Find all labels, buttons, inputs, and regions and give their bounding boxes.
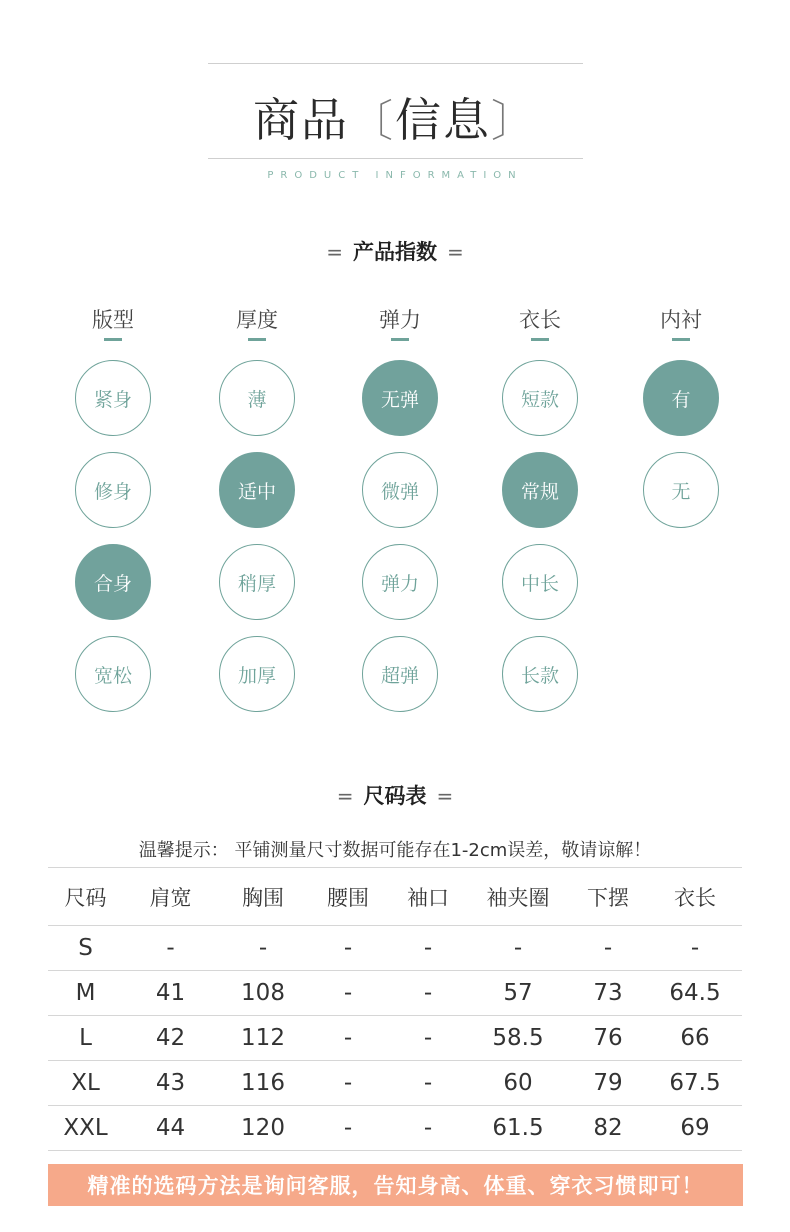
size-cell: 44 <box>123 1106 218 1151</box>
table-row <box>48 1061 742 1106</box>
size-cell: 108 <box>218 971 308 1016</box>
index-option: 弹力 <box>362 544 438 620</box>
size-cell: 67.5 <box>648 1061 742 1106</box>
index-column-label: 厚度 <box>236 308 278 332</box>
size-cell: - <box>308 1016 388 1061</box>
size-header-cell: 下摆 <box>568 868 648 926</box>
size-cell: - <box>308 971 388 1016</box>
size-cell: - <box>388 1106 468 1151</box>
size-cell: - <box>308 926 388 971</box>
eq-right: = <box>447 240 464 264</box>
size-cell: 66 <box>648 1016 742 1061</box>
index-option-selected: 有 <box>643 360 719 436</box>
eq-left: = <box>336 784 354 808</box>
size-cell: - <box>123 926 218 971</box>
size-cell: - <box>648 926 742 971</box>
size-cell: M <box>48 971 123 1016</box>
size-cell: 64.5 <box>648 971 742 1016</box>
size-cell: 58.5 <box>468 1016 568 1061</box>
index-column-underline <box>391 338 409 341</box>
page-title <box>0 84 790 150</box>
size-cell: 60 <box>468 1061 568 1106</box>
size-header-cell: 胸围 <box>218 868 308 926</box>
index-column-label: 内衬 <box>660 308 702 332</box>
size-cell: L <box>48 1016 123 1061</box>
bracket-right: 〕 <box>491 96 537 147</box>
size-table-header <box>48 868 742 926</box>
size-cell: - <box>308 1106 388 1151</box>
size-section-title <box>0 780 790 810</box>
size-cell: 42 <box>123 1016 218 1061</box>
size-cell: 69 <box>648 1106 742 1151</box>
size-cell: 82 <box>568 1106 648 1151</box>
table-row <box>48 1106 742 1151</box>
size-cell: 112 <box>218 1016 308 1061</box>
size-cell: - <box>388 1016 468 1061</box>
size-cell: 61.5 <box>468 1106 568 1151</box>
size-cell: 116 <box>218 1061 308 1106</box>
size-cell: XL <box>48 1061 123 1106</box>
size-cell: 57 <box>468 971 568 1016</box>
size-cell: 43 <box>123 1061 218 1106</box>
size-cell: - <box>468 926 568 971</box>
size-cell: 41 <box>123 971 218 1016</box>
table-row <box>48 1016 742 1061</box>
index-option: 长款 <box>502 636 578 712</box>
title-part-a: 商品 <box>253 93 349 147</box>
index-option: 短款 <box>502 360 578 436</box>
size-table <box>48 867 742 1151</box>
index-option: 宽松 <box>75 636 151 712</box>
index-option: 超弹 <box>362 636 438 712</box>
index-option: 加厚 <box>219 636 295 712</box>
header-top-rule <box>208 63 583 64</box>
size-cell: - <box>388 971 468 1016</box>
size-header-cell: 肩宽 <box>123 868 218 926</box>
eq-left: = <box>326 240 343 264</box>
size-cell: XXL <box>48 1106 123 1151</box>
size-header-cell: 衣长 <box>648 868 742 926</box>
bracket-left: 〔 <box>349 96 395 147</box>
size-cell: 76 <box>568 1016 648 1061</box>
index-title-text: 产品指数 <box>353 240 437 264</box>
size-advice-banner: 精准的选码方法是询问客服，告知身高、体重、穿衣习惯即可！ <box>48 1164 743 1206</box>
size-header-cell: 袖夹圈 <box>468 868 568 926</box>
size-cell: 79 <box>568 1061 648 1106</box>
page-subtitle: PRODUCT INFORMATION <box>267 170 523 181</box>
index-option: 微弹 <box>362 452 438 528</box>
header-bottom-rule <box>208 158 583 159</box>
size-cell: - <box>308 1061 388 1106</box>
index-option: 稍厚 <box>219 544 295 620</box>
index-option-selected: 合身 <box>75 544 151 620</box>
index-option: 无 <box>643 452 719 528</box>
index-column-label: 弹力 <box>379 308 421 332</box>
table-row <box>48 926 742 971</box>
index-option-selected: 适中 <box>219 452 295 528</box>
index-column-label: 版型 <box>92 308 134 332</box>
size-cell: - <box>388 1061 468 1106</box>
size-cell: 73 <box>568 971 648 1016</box>
index-column-underline <box>672 338 690 341</box>
index-column-label: 衣长 <box>519 308 561 332</box>
eq-right: = <box>436 784 454 808</box>
index-option: 紧身 <box>75 360 151 436</box>
size-cell: 120 <box>218 1106 308 1151</box>
size-header-cell: 尺码 <box>48 868 123 926</box>
index-option-selected: 常规 <box>502 452 578 528</box>
index-column-underline <box>104 338 122 341</box>
size-cell: S <box>48 926 123 971</box>
size-title-text: 尺码表 <box>363 784 427 808</box>
title-part-b: 信息 <box>395 93 491 147</box>
index-option-selected: 无弹 <box>362 360 438 436</box>
index-column-underline <box>248 338 266 341</box>
index-section-title <box>0 236 790 266</box>
size-header-cell: 腰围 <box>308 868 388 926</box>
size-header-cell: 袖口 <box>388 868 468 926</box>
size-cell: - <box>568 926 648 971</box>
size-cell: - <box>388 926 468 971</box>
size-cell: - <box>218 926 308 971</box>
index-option: 薄 <box>219 360 295 436</box>
table-row <box>48 971 742 1016</box>
index-option: 修身 <box>75 452 151 528</box>
measurement-note: 温馨提示： 平铺测量尺寸数据可能存在1-2cm误差，敬请谅解！ <box>138 840 652 861</box>
index-column-underline <box>531 338 549 341</box>
index-option: 中长 <box>502 544 578 620</box>
